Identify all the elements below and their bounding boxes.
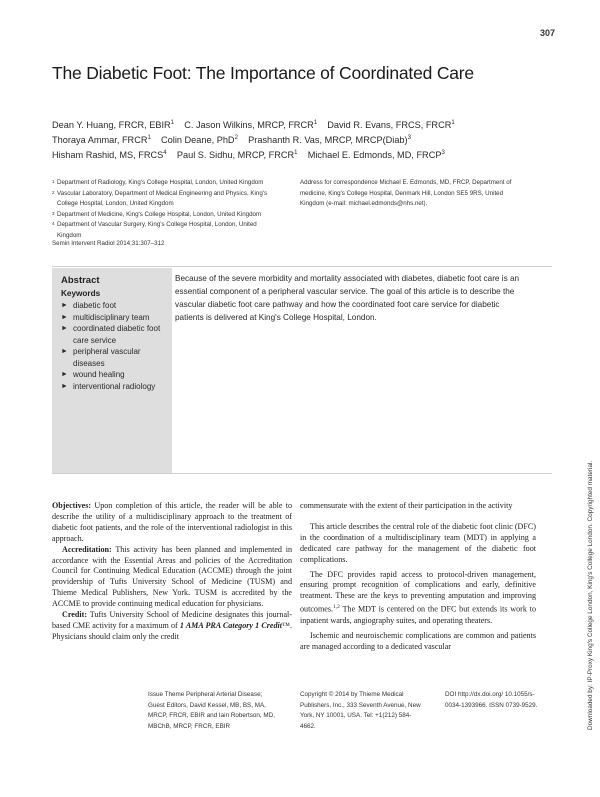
affiliation-text: Department of Medicine, King's College Hospital, London, United Kingdom [57,210,262,218]
affiliation-item [52,220,282,241]
arrow-right-icon: ► [61,325,68,332]
author-affiliation-mark: 1 [294,149,298,156]
credit-text-end: ™. Physicians should claim only the credit [52,620,292,641]
abstract-heading: Abstract [61,275,100,286]
author-name: Colin Deane, PhD [161,135,235,145]
body-paragraph [300,570,536,627]
keyword-item [61,369,169,381]
author-name: Dean Y. Huang, FRCR, EBIR [52,120,171,130]
body-paragraph: Ischemic and neuroischemic complications are common and patients are managed according to a dedicated vascular [300,630,536,651]
affiliation-item [52,178,282,189]
author-name: David R. Evans, FRCS, FRCR [327,120,452,130]
affiliation-number: 4 [52,221,55,226]
keyword-item [61,300,169,312]
credit-text: Tufts University School of Medicine designates this journal-based CME activity for a maximum of [52,610,292,630]
keyword-text: coordinated diabetic foot care service [73,324,161,345]
credit-label: Credit: [62,610,88,620]
affiliation-item [52,210,282,221]
author-name: Thoraya Ammar, FRCR [52,135,148,145]
author-name: C. Jason Wilkins, MRCP, FRCR [184,120,314,130]
arrow-right-icon: ► [61,313,68,321]
affiliation-text: Department of Radiology, King's College Hospital, London, United Kingdom [57,179,264,186]
affiliation-number: 3 [52,210,55,216]
journal-citation: Semin Intervent Radiol 2014;31:307–312 [52,240,165,247]
objectives-label: Objectives: [52,501,92,510]
credit-paragraph [52,610,292,643]
author-name: Hisham Rashid, MS, FRCS [52,150,164,160]
affiliation-text: Vascular Laboratory, Department of Medical Engineering and Physics, King's College Hospital, London, United Kingdom [57,189,268,207]
keyword-text: interventional radiology [73,381,156,391]
arrow-right-icon: ► [61,302,68,309]
body-text: The MDT is centered on the DFC but extends its work to inpatient wards, angiography suites, and operating theaters. [300,604,536,625]
author-affiliation-mark: 3 [407,134,411,141]
copyright-notice: Copyright © 2014 by Thieme Medical Publishers, Inc., 333 Seventh Avenue, New York, NY 10001, USA. Tel: +1(212) 584-4662. [300,691,421,730]
objectives-paragraph [52,501,292,545]
doi-issn: DOI http://dx.doi.org/ 10.1055/s-0034-1393966. ISSN 0739-9529. [445,691,538,709]
author-name: Prashanth R. Vas, MRCP, MRCP(Diab) [248,135,408,145]
keyword-text: wound healing [73,370,125,379]
body-paragraph: This article describes the central role of the diabetic foot clinic (DFC) in the coordination of a multidisciplinary team (MDT) in applying a dedicated care pathway for the management of the diabetic foot complications. [300,521,536,564]
author-affiliation-mark: 2 [234,134,238,141]
author-line-3 [52,148,532,163]
author-affiliation-mark: 4 [163,149,167,156]
keywords-heading: Keywords [61,289,101,298]
download-watermark [586,170,598,730]
keyword-item [61,381,169,393]
correspondence-address: Address for correspondence Michael E. Edmonds, MD, FRCP, Department of medicine, King's College Hospital, Denmark Hill, London SE5 9RS, United Kingdom (e-mail: michael.edmonds@nhs.net). [300,179,512,207]
author-affiliation-mark: 1 [313,119,318,126]
affiliation-number: 1 [52,179,55,184]
arrow-right-icon: ► [61,371,68,378]
arrow-right-icon: ► [61,348,68,355]
accreditation-label: Accreditation: [62,544,112,554]
author-affiliation-mark: 3 [441,149,445,156]
abstract-text: Because of the severe morbidity and mortality associated with diabetes, diabetic foot care is an essential component of a peripheral vascular service. The goal of this article is to describe the vascular diabetic foot care pathway and how the coordinated foot care service for diabetic patients is delivered at King's College Hospital, London. [175,274,520,322]
author-affiliation-mark: 1 [451,119,455,126]
keyword-list [61,300,169,392]
author-affiliation-mark: 1 [170,119,174,126]
body-column-right [300,501,536,653]
keyword-text: multidisciplinary team [73,312,150,322]
author-affiliation-mark: 1 [147,134,151,141]
author-line-1 [52,118,532,133]
keyword-text: diabetic foot [73,301,117,310]
keyword-item [61,323,169,346]
abstract-bottom-divider [52,473,552,474]
keyword-item [61,312,169,324]
credit-emphasis: 1 AMA PRA Category 1 Credit [179,620,283,630]
objectives-text: Upon completion of this article, the reader will be able to describe the utility of a multidisciplinary approach to the treatment of diabetic foot patients, and the role of the interventional radiologist in this approach. [52,501,292,543]
author-line-2 [52,133,532,148]
accreditation-text: This activity has been planned and implemented in accordance with the Essential Areas and policies of the Accreditation Council for Continuing Medical Education (ACCME) through the joint providership of Tufts University School of Medicine (TUSM) and Thieme Medical Publishers, New York. TUSM is accredited by the ACCME to provide continuing medical education for physicians. [52,544,292,609]
body-text: The DFC provides rapid access to protocol-driven management, ensuring prompt recognition of complications and early, definitive treatment. These are the keys to preventing amputation and improving outcomes. [300,569,536,614]
author-list [52,118,532,163]
article-title: The Diabetic Foot: The Importance of Coordinated Care [52,63,474,83]
reference-mark: 1,2 [333,604,340,611]
page-number: 307 [539,28,555,38]
issue-theme: Issue Theme Peripheral Arterial Disease; Guest Editors, David Kessel, MB, BS, MA, MRCP, FRCR, EBIR and Iain Robertson, MD, MBChB, MRCP, FRCR, EBIR [148,691,275,730]
affiliation-item [52,189,282,210]
arrow-right-icon: ► [61,382,68,390]
keyword-item [61,346,169,369]
affiliation-number: 2 [52,189,55,195]
affiliation-text: Department of Vascular Surgery, King's College Hospital, London, United Kingdom [57,221,257,239]
author-name: Paul S. Sidhu, MRCP, FRCR [176,150,295,160]
body-column-left [52,501,292,643]
abstract-top-divider [52,266,552,267]
affiliations [52,178,282,241]
accreditation-paragraph [52,545,292,610]
author-name: Michael E. Edmonds, MD, FRCP [307,150,442,160]
keyword-text: peripheral vascular diseases [73,347,141,368]
body-paragraph: commensurate with the extent of their participation in the activity [300,501,513,510]
download-watermark-text: Downloaded by: IP-Proxy King's College London, King's College London. Copyrighted material. [587,460,594,730]
